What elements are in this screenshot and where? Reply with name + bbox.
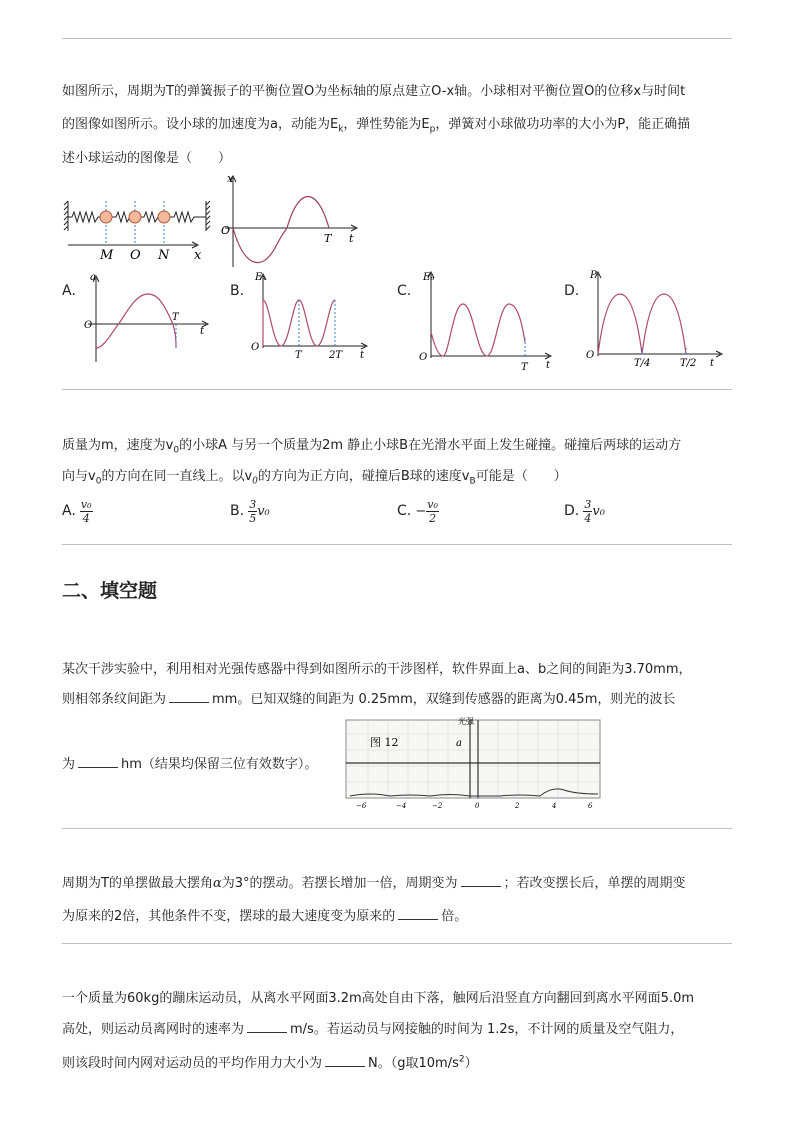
svg-text:t: t [360, 350, 365, 361]
q3-line3: 为 hm（结果均保留三位有效数字）。 [62, 757, 318, 772]
q2-option-b[interactable]: B. $\frac{3}{5}$ v₀ [230, 498, 270, 525]
svg-text:N: N [158, 248, 170, 263]
svg-text:光强: 光强 [458, 717, 474, 726]
q5-blank-2[interactable] [325, 1054, 365, 1067]
svg-text:t: t [546, 360, 551, 371]
q5-blank-1[interactable] [247, 1020, 287, 1033]
q1-option-a-label[interactable]: A. [62, 283, 76, 299]
q3-blank-2[interactable] [78, 755, 118, 768]
svg-text:x: x [227, 172, 234, 185]
ball-o [129, 211, 141, 223]
q3-blank-1[interactable] [169, 690, 209, 703]
svg-text:−4: −4 [396, 802, 407, 810]
q1-option-a-graph[interactable] [84, 272, 212, 364]
svg-text:2: 2 [515, 802, 520, 810]
svg-text:T: T [521, 362, 528, 373]
q2-option-a[interactable]: A. $\frac{\text{v₀}}{4}$ [62, 498, 92, 525]
q1-line3: 述小球运动的图像是（ ） [62, 151, 232, 166]
section-title: 二、填空题 [62, 580, 158, 602]
spring-oscillator-figure [62, 195, 212, 265]
svg-text:O: O [221, 224, 231, 237]
svg-text:Eₚ: Eₚ [423, 272, 435, 283]
q3-line1: 某次干涉实验中，利用相对光强传感器中得到如图所示的干涉图样，软件界面上a、b之间的间距为3.70mm， [62, 662, 692, 677]
svg-text:a: a [90, 272, 96, 283]
svg-text:O: O [419, 352, 428, 363]
top-divider [62, 38, 732, 39]
svg-text:T: T [324, 232, 332, 245]
svg-text:O: O [586, 350, 595, 361]
divider-q4 [62, 943, 732, 944]
svg-text:t: t [349, 232, 354, 245]
q1-line2: 的图像如图所示。设小球的加速度为a，动能为$E_k$，弹性势能为$E_p$，弹簧对小球做功功率的大小为P，能正确描 [62, 117, 691, 135]
divider-q1 [62, 389, 732, 390]
svg-text:t: t [710, 358, 715, 369]
q1-option-c-graph[interactable] [417, 268, 557, 374]
svg-text:a: a [456, 738, 462, 749]
svg-text:P: P [590, 270, 597, 281]
q5-line3: 则该段时间内网对运动员的平均作用力大小为 N。（g取$10m/s^2$） [62, 1054, 478, 1071]
svg-text:T: T [172, 312, 179, 323]
q2-line1: 质量为m，速度为$v_0$的小球A 与另一个质量为2m 静止小球B在光滑水平面上发生碰撞。碰撞后两球的运动方 [62, 438, 682, 456]
svg-text:−6: −6 [356, 802, 367, 810]
svg-text:6: 6 [588, 802, 593, 810]
svg-text:−2: −2 [432, 802, 443, 810]
interference-pattern-figure [340, 714, 612, 814]
q5-line2: 高处，则运动员离网时的速率为 m/s。若运动员与网接触的时间为 1.2s，不计网的质量及空气阻力， [62, 1022, 684, 1037]
q4-blank-2[interactable] [398, 907, 438, 920]
svg-text:O: O [251, 342, 260, 353]
svg-text:O: O [130, 248, 141, 263]
svg-text:O: O [84, 320, 93, 331]
q1-option-d-graph[interactable] [584, 268, 726, 372]
divider-q2 [62, 544, 732, 545]
divider-q3 [62, 828, 732, 829]
svg-text:Eₖ: Eₖ [255, 272, 266, 283]
q1-option-b-graph[interactable] [247, 270, 372, 362]
ball-n [158, 211, 170, 223]
svg-text:x: x [194, 248, 202, 263]
q4-line2: 为原来的2倍，其他条件不变，摆球的最大速度变为原来的 倍。 [62, 909, 468, 924]
svg-text:4: 4 [552, 802, 557, 810]
ball-m [100, 211, 112, 223]
q2-option-c[interactable]: C. − $\frac{\text{v₀}}{2}$ [397, 498, 438, 525]
q1-line1: 如图所示，周期为T的弹簧振子的平衡位置O为坐标轴的原点建立O-x轴。小球相对平衡位置O的位移x与时间t [62, 84, 686, 99]
svg-text:图 12: 图 12 [370, 736, 399, 749]
svg-text:T: T [295, 350, 302, 361]
q1-option-d-label[interactable]: D. [564, 283, 580, 299]
q4-line1: 周期为T的单摆做最大摆角α为3°的摆动。若摆长增加一倍，周期变为 ；若改变摆长后，单摆的周期变 [62, 876, 686, 891]
svg-text:t: t [200, 326, 205, 337]
svg-text:T/2: T/2 [680, 358, 697, 369]
q4-blank-1[interactable] [461, 874, 501, 887]
q3-line2: 则相邻条纹间距为 mm。已知双缝的间距为 0.25mm，双缝到传感器的距离为0.45m，则光的波长 [62, 692, 676, 707]
x-t-graph [215, 172, 365, 270]
q1-option-b-label[interactable]: B. [230, 283, 245, 299]
q2-option-d[interactable]: D. $\frac{3}{4}$ v₀ [564, 498, 605, 525]
q2-line2: 向与$v_0$的方向在同一直线上。以$v_0$的方向为正方向，碰撞后B球的速度$v_B$可能是（ ） [62, 469, 567, 487]
svg-text:0: 0 [475, 802, 480, 810]
q5-line1: 一个质量为60kg的蹦床运动员，从离水平网面3.2m高处自由下落，触网后沿竖直方向翻回到离水平网面5.0m [62, 991, 694, 1006]
q1-option-c-label[interactable]: C. [397, 283, 412, 299]
svg-text:M: M [100, 248, 114, 263]
svg-text:2T: 2T [329, 350, 343, 361]
svg-text:T/4: T/4 [634, 358, 651, 369]
